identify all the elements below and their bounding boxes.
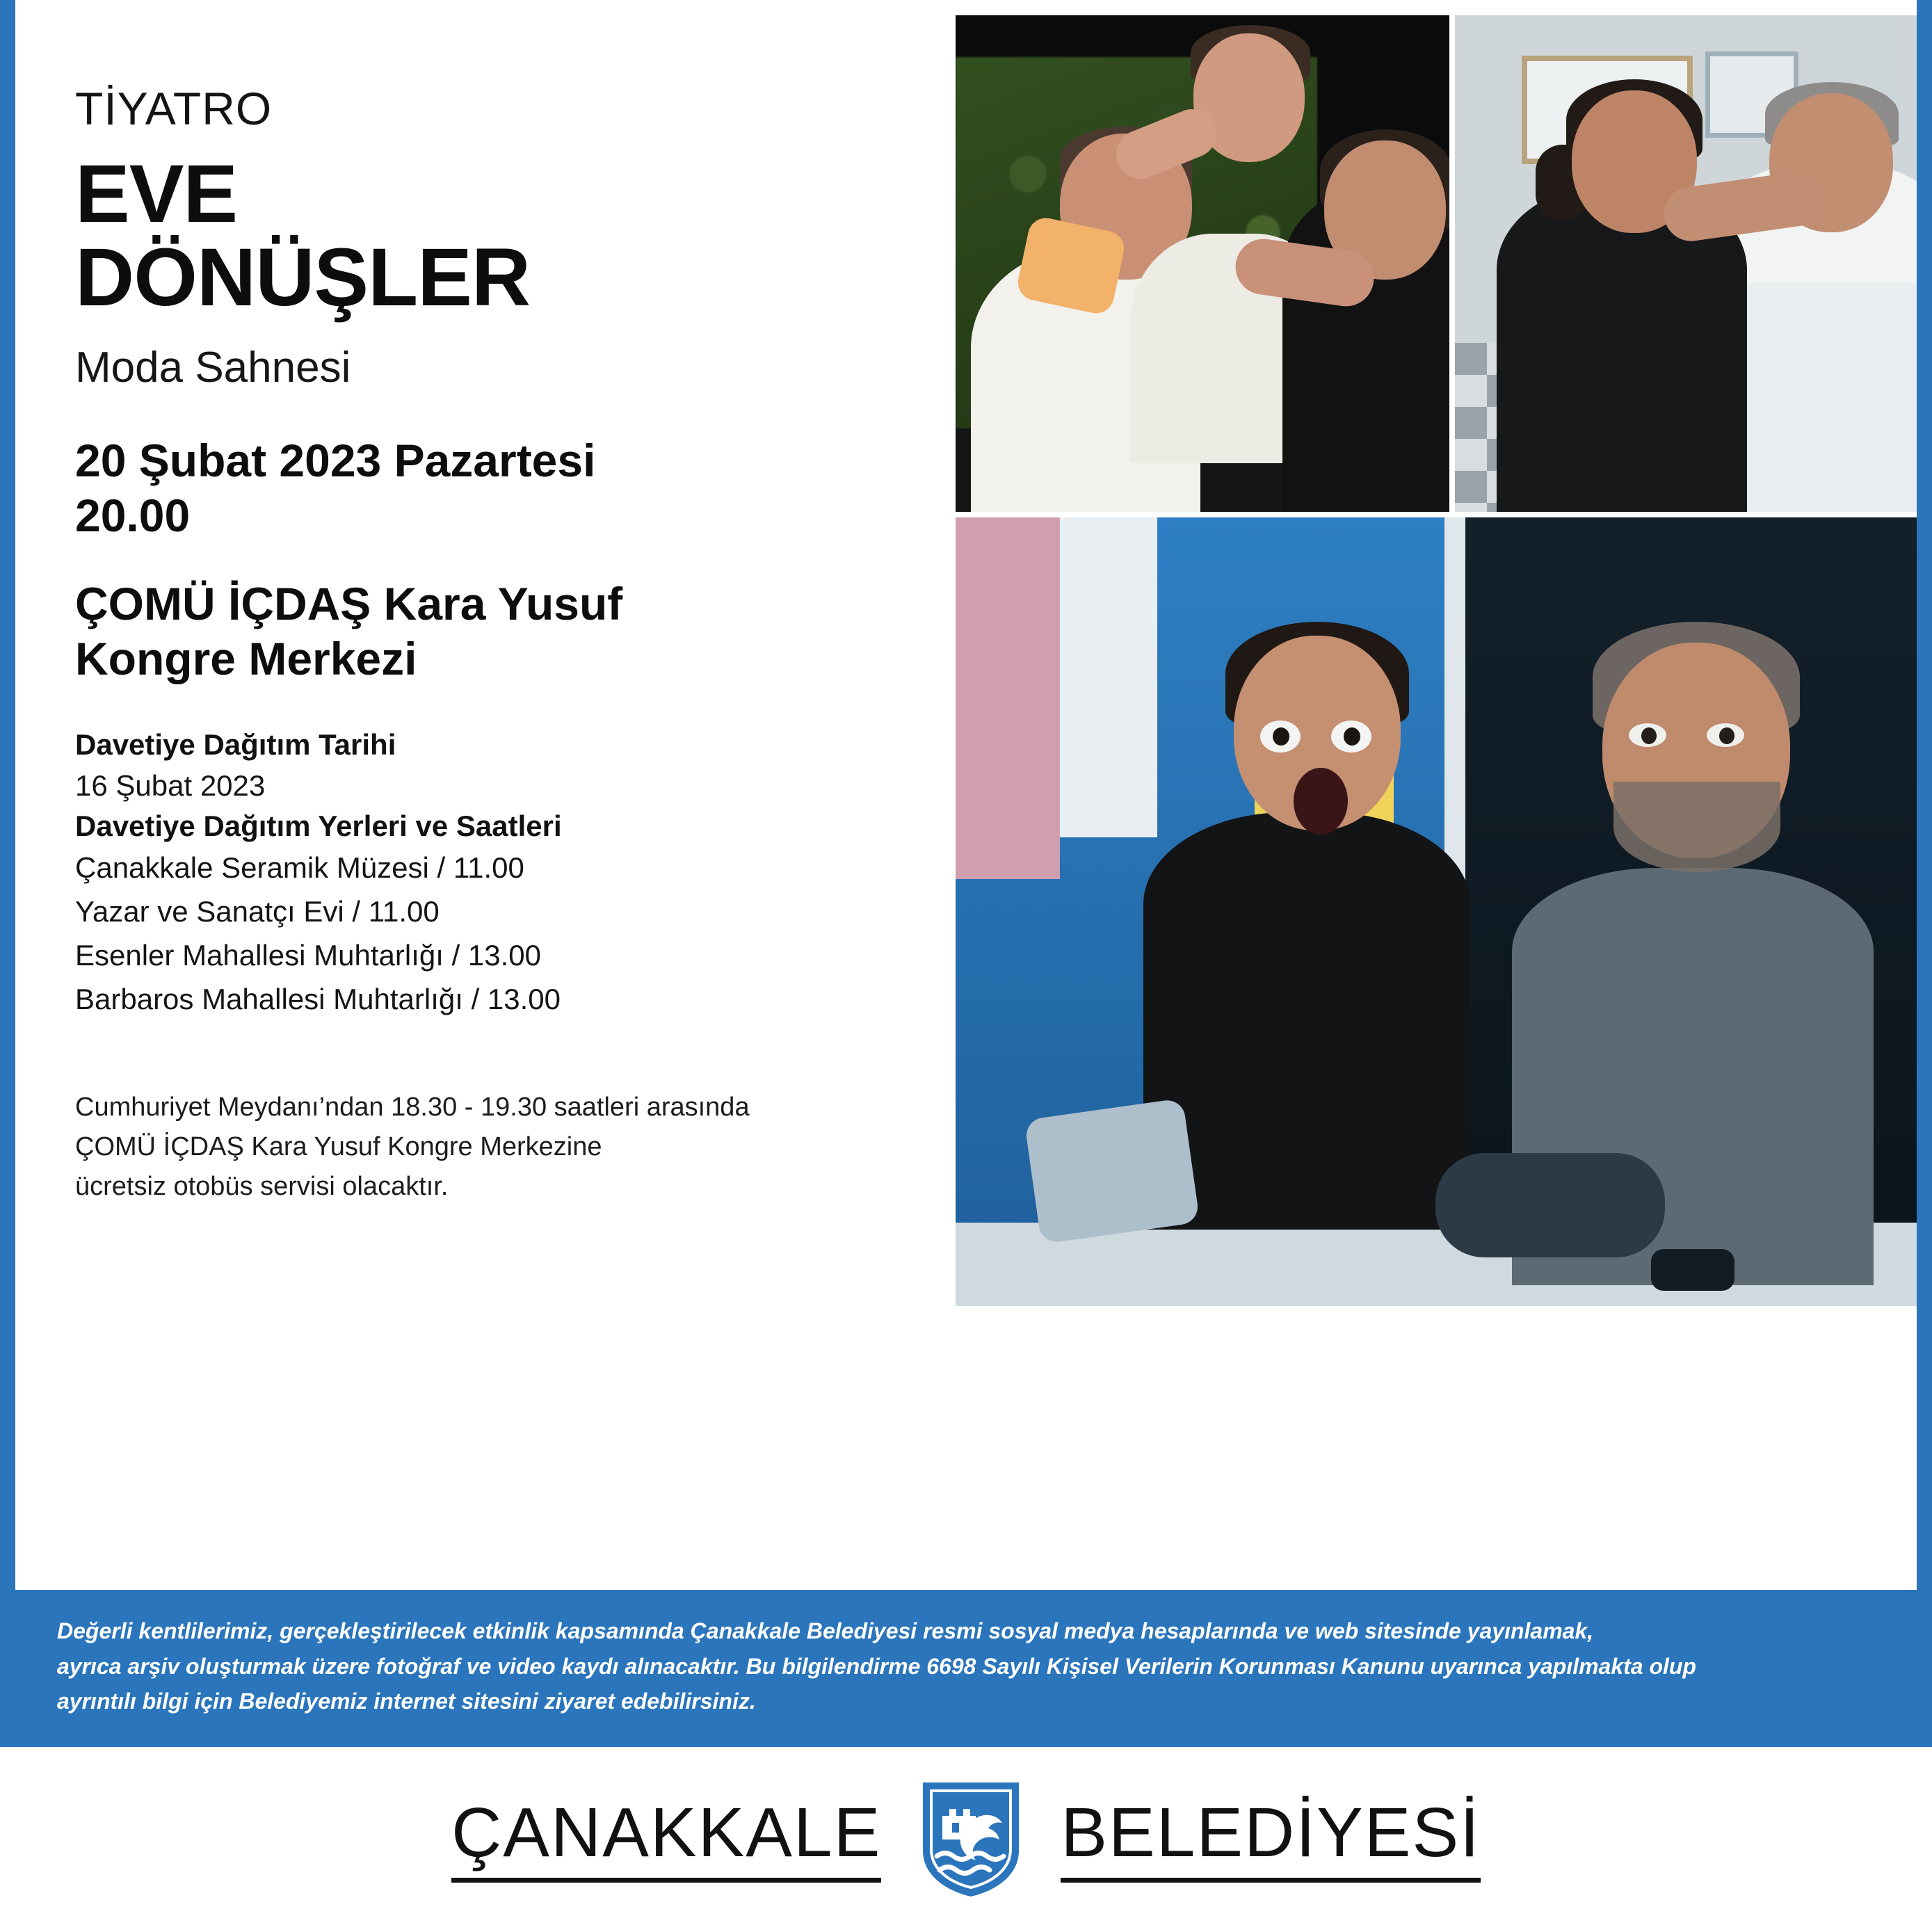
woman-body bbox=[1143, 812, 1470, 1230]
list-item: Esenler Mahallesi Muhtarlığı / 13.00 bbox=[75, 939, 542, 972]
list-item: Barbaros Mahallesi Muhtarlığı / 13.00 bbox=[75, 983, 561, 1016]
title-line-2: DÖNÜŞLER bbox=[75, 231, 531, 323]
brand-word-belediyesi: BELEDİYESİ bbox=[1061, 1796, 1481, 1883]
invitation-date-heading: Davetiye Dağıtım Tarihi bbox=[75, 728, 396, 762]
list-item: Yazar ve Sanatçı Evi / 11.00 bbox=[75, 895, 440, 928]
kvkk-line-1: Değerli kentlilerimiz, gerçekleştirilecek etkinlik kapsamında Çanakkale Belediyesi resmi sosyal medya hesaplarında ve web sitesinde yayınlamak, bbox=[57, 1618, 1594, 1643]
shuttle-note-line-3: ücretsiz otobüs servisi olacaktır. bbox=[75, 1172, 449, 1202]
brand-word-canakkale: ÇANAKKALE bbox=[451, 1796, 881, 1883]
photo-three-actors-embrace bbox=[956, 15, 1449, 512]
kvkk-line-2: ayrıca arşiv oluşturmak üzere fotoğraf ve video kaydı alınacaktır. Bu bilgilendirme 6698 Sayılı Kişisel Verilerin Korunması Kanunu uyarınca yapılmakta olup bbox=[57, 1653, 1697, 1679]
photo-collage bbox=[956, 15, 1917, 1306]
event-datetime bbox=[75, 433, 931, 543]
event-info-column bbox=[75, 83, 931, 1207]
shuttle-note-line-2: ÇOMÜ İÇDAŞ Kara Yusuf Kongre Merkezine bbox=[75, 1132, 602, 1162]
event-date: 20 Şubat 2023 Pazartesi bbox=[75, 434, 596, 486]
man-pupil-right bbox=[1719, 727, 1734, 744]
kvkk-notice bbox=[15, 1590, 1917, 1747]
kvkk-line-3: ayrıntılı bilgi için Belediyemiz internet sitesini ziyaret edebilirsiniz. bbox=[57, 1689, 756, 1714]
woman-open-mouth bbox=[1294, 768, 1348, 835]
event-venue bbox=[75, 577, 931, 686]
list-item: Çanakkale Seramik Müzesi / 11.00 bbox=[75, 851, 524, 885]
actor-right-shirt bbox=[1728, 282, 1917, 512]
theatre-company-name: Moda Sahnesi bbox=[75, 344, 351, 392]
photo-woman-and-man-at-table bbox=[956, 517, 1917, 1306]
title-line-1: EVE bbox=[75, 147, 238, 240]
event-time: 20.00 bbox=[75, 489, 191, 541]
poster-content-card bbox=[15, 0, 1917, 1590]
venue-line-2: Kongre Merkezi bbox=[75, 633, 417, 685]
city-crest-icon bbox=[919, 1778, 1023, 1901]
municipality-logo-band bbox=[0, 1747, 1932, 1932]
page-title bbox=[75, 147, 931, 323]
clasped-hands bbox=[1435, 1153, 1665, 1257]
category-kicker: TİYATRO bbox=[75, 83, 273, 134]
invitation-places-heading: Davetiye Dağıtım Yerleri ve Saatleri bbox=[75, 809, 562, 842]
shuttle-note-line-1: Cumhuriyet Meydanı’ndan 18.30 - 19.30 saatleri arasında bbox=[75, 1093, 750, 1122]
invitation-places-list bbox=[75, 846, 931, 1021]
white-panel bbox=[1060, 517, 1157, 837]
knitting-prop bbox=[1024, 1098, 1200, 1244]
shuttle-service-note bbox=[75, 1088, 931, 1207]
wristwatch bbox=[1651, 1249, 1734, 1291]
pink-panel bbox=[956, 517, 1060, 879]
man-pupil-left bbox=[1641, 727, 1657, 744]
photo-two-actors-argument bbox=[1455, 15, 1917, 512]
man-beard bbox=[1613, 782, 1780, 872]
woman-pupil-left bbox=[1273, 727, 1289, 746]
venue-line-1: ÇOMÜ İÇDAŞ Kara Yusuf bbox=[75, 577, 623, 629]
invitation-date-value: 16 Şubat 2023 bbox=[75, 769, 266, 803]
invitation-details bbox=[75, 725, 931, 1021]
woman-pupil-right bbox=[1344, 727, 1360, 746]
